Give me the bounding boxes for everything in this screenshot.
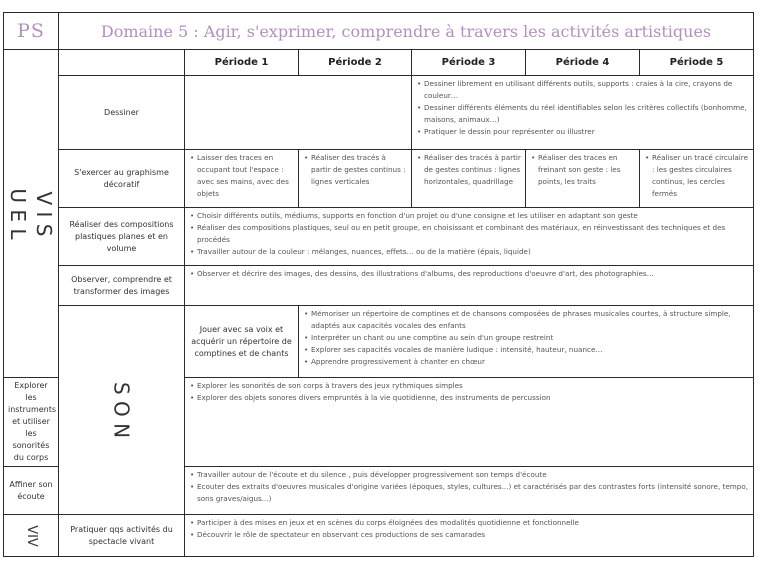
period-header-5: Période 5 [640,50,754,76]
empty-periods-cell [185,76,412,150]
content-cell [185,266,754,306]
bullet-item: • Travailler autour de l'écoute et du silence , puis développer progressivement son temps d'écoute [189,469,749,481]
row-observer [4,266,754,306]
bullet-item: • Choisir différents outils, médiums, supports en fonction d'un projet ou d'une consigne et les utiliser en adaptant son geste [189,210,749,222]
section-son: S O N [59,306,185,515]
bullet-item: • Observer et décrire des images, des dessins, des illustrations d'albums, des reproductions d'oeuvre d'art, des photographies… [189,268,749,280]
bullet-item: • Explorer ses capacités vocales de manière ludique : intensité, hauteur, nuance… [303,344,749,356]
content-cell [185,378,754,467]
category-label: Dessiner [59,76,185,150]
content-cell [185,467,754,515]
bullet-item: • Explorer les sonorités de son corps à travers des jeux rythmiques simples [189,380,749,392]
periods-row [4,50,754,76]
period-cell-1 [185,150,299,208]
bullet-item: • Interpréter un chant ou une comptine au sein d'un groupe restreint [303,332,749,344]
category-label: S'exercer au graphisme décoratif [59,150,185,208]
period-header-2: Période 2 [299,50,412,76]
period-cell-3 [412,150,526,208]
page-title: Domaine 5 : Agir, s'exprimer, comprendre à travers les activités artistiques [59,13,754,50]
bullet-item: • Participer à des mises en jeux et en scènes du corps éloignées des modalités quotidienne et fonctionnelle [189,517,749,529]
title-row [4,13,754,50]
section-viv: VIV [4,515,59,557]
period-cell-2 [299,150,412,208]
bullet-item: • Réaliser des tracés à partir de gestes continus : lignes verticales [303,152,407,188]
bullet-item: • Laisser des traces en occupant tout l'espace : avec ses mains, avec des objets [189,152,294,200]
content-cell [185,208,754,266]
category-label: Affiner son écoute [4,467,59,515]
bullet-item: • Réaliser des tracés à partir de gestes continus : lignes horizontales, quadrillage [416,152,521,188]
bullet-item: • Ecouter des extraits d'oeuvres musicales d'origine variées (époques, styles, cultures...) et caractérisés par des contrastes forts (intensité sonore, tempo, sons graves/aigus...) [189,481,749,505]
content-cell [185,515,754,557]
bullet-item: • Réaliser un tracé circulaire : les gestes circulaires continus, les cercles fermés [644,152,749,200]
row-spectacle [4,515,754,557]
category-label: Pratiquer qqs activités du spectacle vivant [59,515,185,557]
row-voix [4,306,754,378]
curriculum-table [3,12,754,557]
content-cell [299,306,754,378]
bullet-item: • Travailler autour de la couleur : mélanges, nuances, effets… ou de la matière (épais, liquide) [189,246,749,258]
bullet-item: • Réaliser des compositions plastiques, seul ou en petit groupe, en choisissant et combinant des matériaux, en réinvestissant des techniques et des procédés [189,222,749,246]
bullet-item: • Réaliser des traces en freinant son geste : les points, les traits [530,152,635,188]
row-compositions [4,208,754,266]
category-label: Réaliser des compositions plastiques planes et en volume [59,208,185,266]
bullet-item: • Dessiner librement en utilisant différents outils, supports : craies à la cire, crayons de couleur… [416,78,749,102]
bullet-item: • Mémoriser un répertoire de comptines et de chansons composées de phrases musicales courtes, à structure simple, adaptés aux capacités vocales des enfants [303,308,749,332]
category-label: Explorer les instruments et utiliser les sonorités du corps [4,378,59,467]
row-dessiner [4,76,754,150]
bullet-item: • Apprendre progressivement à chanter en chœur [303,356,749,368]
period-cell-4 [526,150,640,208]
bullet-item: • Dessiner différents éléments du réel identifiables selon les critères collectifs (bonhomme, maisons, animaux…) [416,102,749,126]
corner-cell [59,50,185,76]
row-graphisme [4,150,754,208]
category-label: Jouer avec sa voix et acquérir un répertoire de comptines et de chants [185,306,299,378]
category-label: Observer, comprendre et transformer des images [59,266,185,306]
bullet-item: • Pratiquer le dessin pour représenter ou illustrer [416,126,749,138]
period-header-3: Période 3 [412,50,526,76]
period-header-4: Période 4 [526,50,640,76]
period-cell-5 [640,150,754,208]
period-header-1: Période 1 [185,50,299,76]
level-label: PS [4,13,59,50]
section-visuel: V I S U E L [4,50,59,378]
bullet-item: • Découvrir le rôle de spectateur en observant ces productions de ses camarades [189,529,749,541]
bullet-item: • Explorer des objets sonores divers empruntés à la vie quotidienne, des instruments de percussion [189,392,749,404]
content-cell [412,76,754,150]
